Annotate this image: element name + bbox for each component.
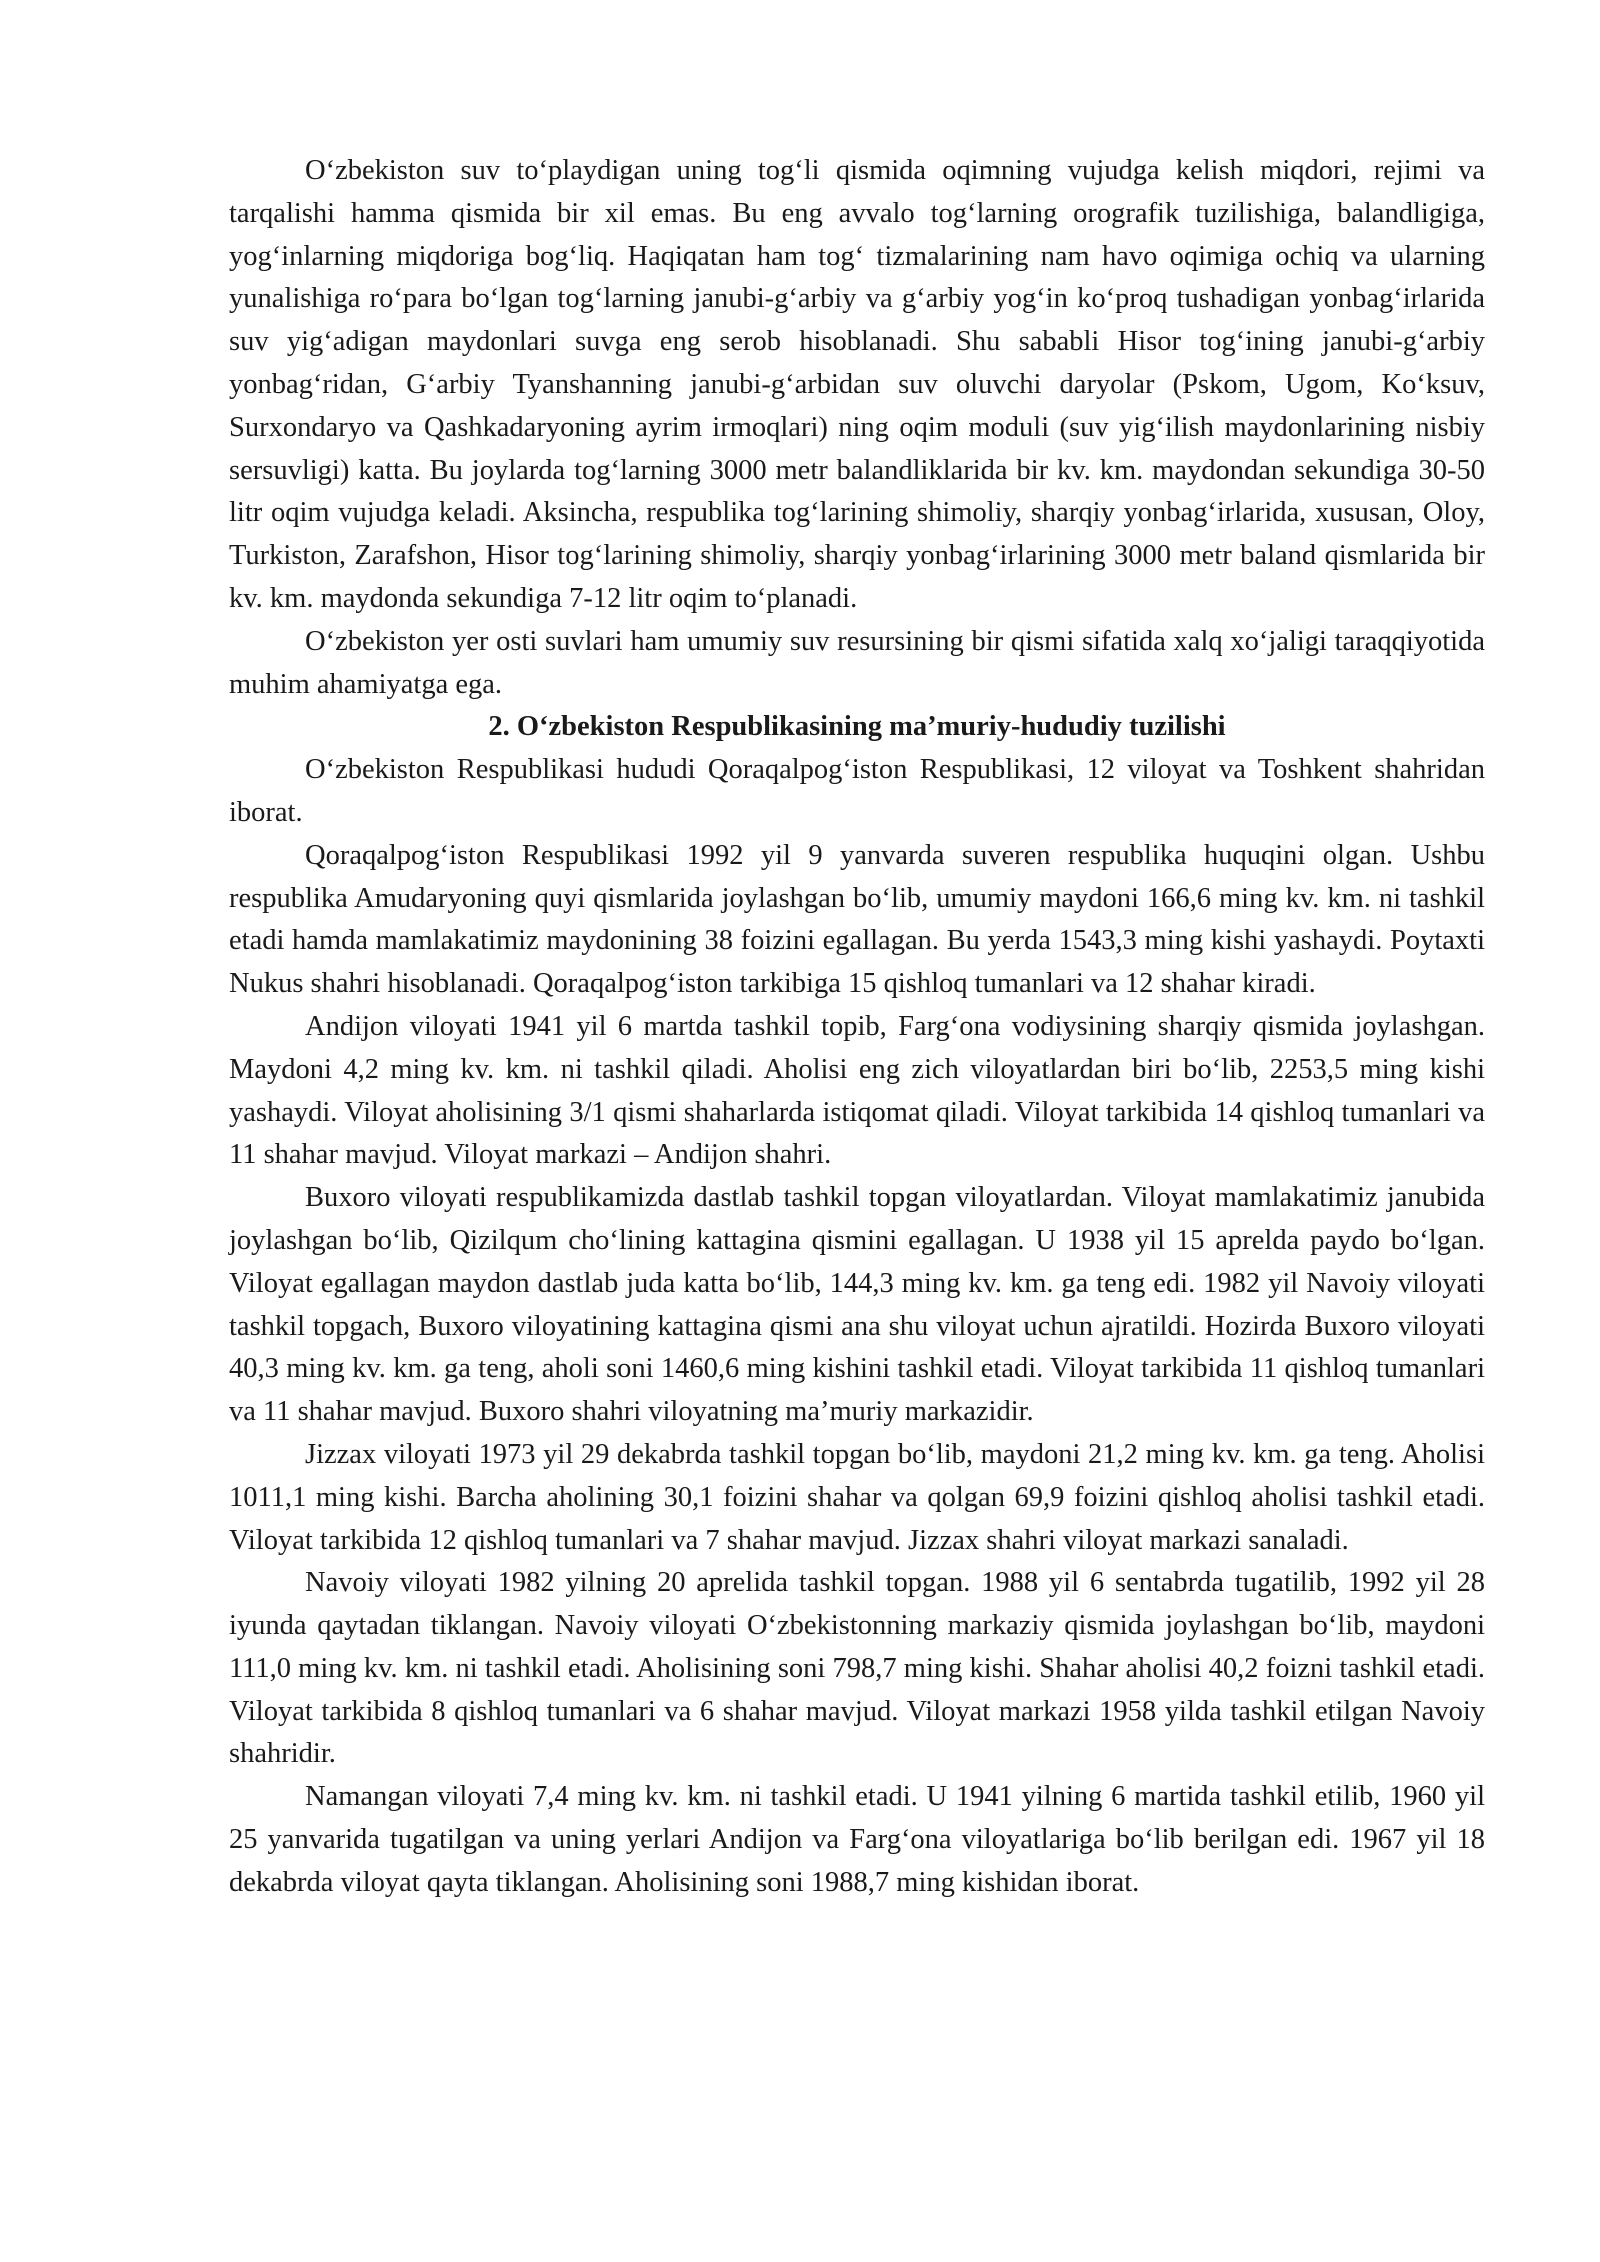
paragraph-karakalpakstan: Qoraqalpog‘iston Respublikasi 1992 yil 9 yanvarda suveren respublika huquqini olgan. Ushbu respublika Amudaryoning quyi qismlarida joylashgan bo‘lib, umumiy maydoni 166,6 ming kv. km. ni tashkil etadi hamda mamlakatimiz maydonining 38 foizini egallagan. Bu yerda 1543,3 ming kishi yashaydi. Poytaxti Nukus shahri hisoblanadi. Qoraqalpog‘iston tarkibiga 15 qishloq tumanlari va 12 shahar kiradi.	[229, 839, 1485, 1000]
paragraph-bukhara: Buxoro viloyati respublikamizda dastlab tashkil topgan viloyatlardan. Viloyat mamlakatimiz janubida joylashgan bo‘lib, Qizilqum cho‘lining kattagina qismini egallagan. U 1938 yil 15 aprelda paydo bo‘lgan. Viloyat egallagan maydon dastlab juda katta bo‘lib, 144,3 ming kv. km. ga teng edi. 1982 yil Navoiy viloyati tashkil topgach, Buxoro viloyatining kattagina qismi ana shu viloyat uchun ajratildi. Hozirda Buxoro viloyati 40,3 ming kv. km. ga teng, aholi soni 1460,6 ming kishini tashkil etadi. Viloyat tarkibida 11 qishloq tumanlari va 11 shahar mavjud. Buxoro shahri viloyatning ma’muriy markazidir.	[229, 1182, 1485, 1428]
paragraph-namangan: Namangan viloyati 7,4 ming kv. km. ni tashkil etadi. U 1941 yilning 6 martida tashkil etilib, 1960 yil 25 yanvarida tugatilgan va uning yerlari Andijon va Farg‘ona viloyatlariga bo‘lib berilgan edi. 1967 yil 18 dekabrda viloyat qayta tiklangan. Aholisining soni 1988,7 ming kishidan iborat.	[229, 1781, 1485, 1898]
paragraph-water-flow: O‘zbekiston suv to‘playdigan uning tog‘li qismida oqimning vujudga kelish miqdori, rejimi va tarqalishi hamma qismida bir xil emas. Bu eng avvalo tog‘larning orografik tuzilishiga, balandligiga, yog‘inlarning miqdoriga bog‘liq. Haqiqatan ham tog‘ tizmalarining nam havo oqimiga ochiq va ularning yunalishiga ro‘para bo‘lgan tog‘larning janubi-g‘arbiy va g‘arbiy yog‘in ko‘proq tushadigan yonbag‘irlarida suv yig‘adigan maydonlari suvga eng serob hisoblanadi. Shu sababli Hisor tog‘ining janubi-g‘arbiy yonbag‘ridan, G‘arbiy Tyanshanning janubi-g‘arbidan suv oluvchi daryolar (Pskom, Ugom, Ko‘ksuv, Surxondaryo va Qashkadaryoning ayrim irmoqlari) ning oqim moduli (suv yig‘ilish maydonlarining nisbiy sersuvligi) katta. Bu joylarda tog‘larning 3000 metr balandliklarida bir kv. km. maydondan sekundiga 30-50 litr oqim vujudga keladi. Aksincha, respublika tog‘larining shimoliy, sharqiy yonbag‘irlarida, xususan, Oloy, Turkiston, Zarafshon, Hisor tog‘larining shimoliy, sharqiy yonbag‘irlarining 3000 metr baland qismlarida bir kv. km. maydonda sekundiga 7-12 litr oqim to‘planadi.	[229, 155, 1485, 614]
paragraph-jizzakh: Jizzax viloyati 1973 yil 29 dekabrda tashkil topgan bo‘lib, maydoni 21,2 ming kv. km. ga teng. Aholisi 1011,1 ming kishi. Barcha aholining 30,1 foizini shahar va qolgan 69,9 foizini qishloq aholisi tashkil etadi. Viloyat tarkibida 12 qishloq tumanlari va 7 shahar mavjud. Jizzax shahri viloyat markazi sanaladi.	[229, 1438, 1485, 1556]
section-heading: 2. O‘zbekiston Respublikasining ma’muriy-hududiy tuzilishi	[488, 711, 1226, 743]
paragraph-territory: O‘zbekiston Respublikasi hududi Qoraqalpog‘iston Respublikasi, 12 viloyat va Toshkent shahridan iborat.	[229, 754, 1485, 828]
paragraph-groundwater: O‘zbekiston yer osti suvlari ham umumiy suv resursining bir qismi sifatida xalq xo‘jaligi taraqqiyotida muhim ahamiyatga ega.	[229, 625, 1485, 700]
document-page	[229, 150, 1485, 1905]
paragraph-navoi: Navoiy viloyati 1982 yilning 20 aprelida tashkil topgan. 1988 yil 6 sentabrda tugatilib, 1992 yil 28 iyunda qaytadan tiklangan. Navoiy viloyati O‘zbekistonning markaziy qismida joylashgan bo‘lib, maydoni 111,0 ming kv. km. ni tashkil etadi. Aholisining soni 798,7 ming kishi. Shahar aholisi 40,2 foizni tashkil etadi. Viloyat tarkibida 8 qishloq tumanlari va 6 shahar mavjud. Viloyat markazi 1958 yilda tashkil etilgan Navoiy shahridir.	[229, 1567, 1485, 1770]
paragraph-andijan: Andijon viloyati 1941 yil 6 martda tashkil topib, Farg‘ona vodiysining sharqiy qismida joylashgan. Maydoni 4,2 ming kv. km. ni tashkil qiladi. Aholisi eng zich viloyatlardan biri bo‘lib, 2253,5 ming kishi yashaydi. Viloyat aholisining 3/1 qismi shaharlarda istiqomat qiladi. Viloyat tarkibida 14 qishloq tumanlari va 11 shahar mavjud. Viloyat markazi – Andijon shahri.	[229, 1010, 1485, 1171]
